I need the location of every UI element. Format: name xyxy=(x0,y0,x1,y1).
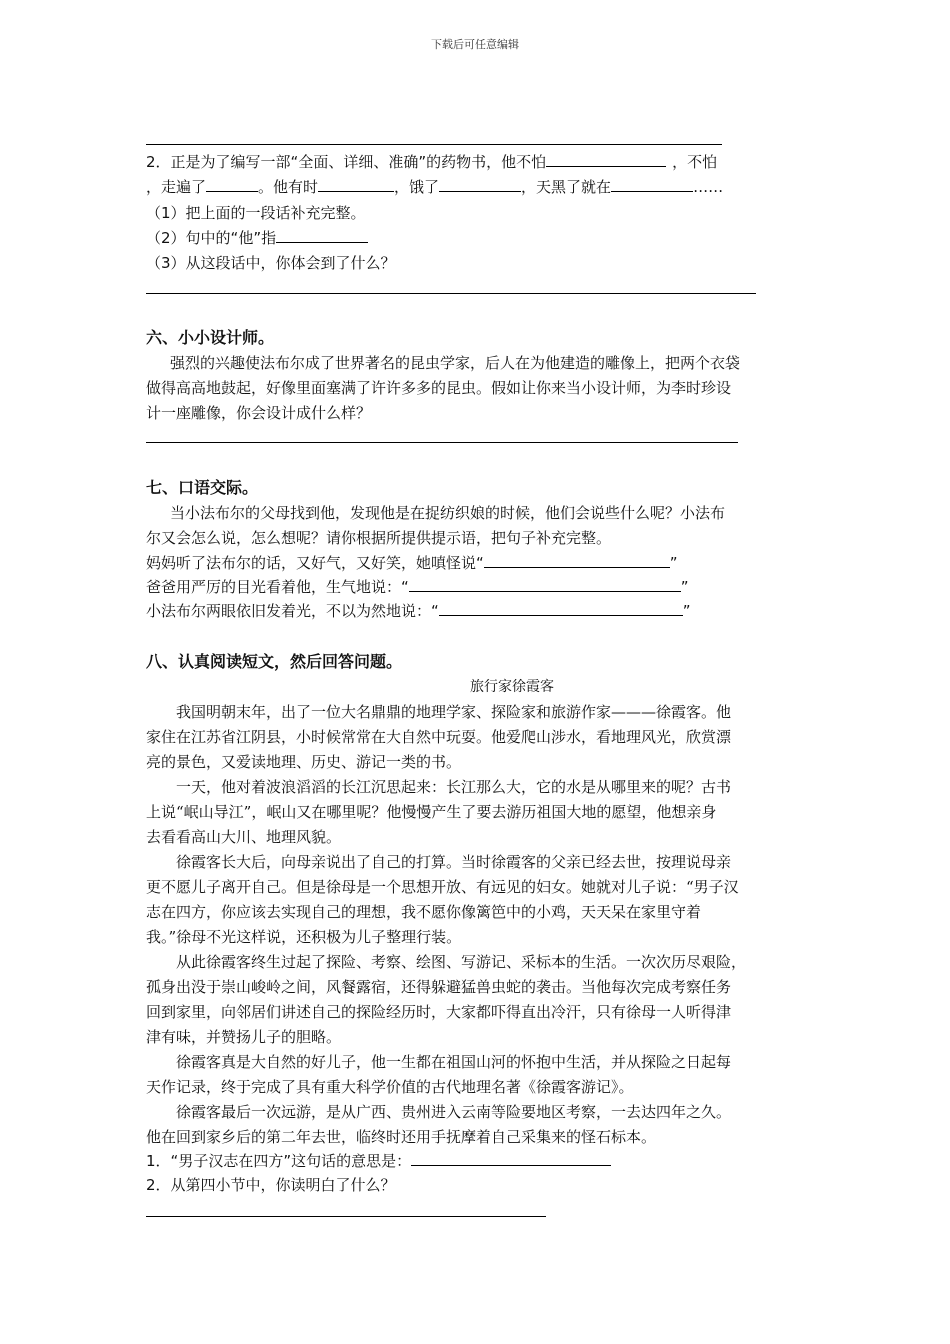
article-line: 回到家里，向邻居们讲述自己的探险经历时，大家都吓得直出冷汗，只有徐母一人听得津 xyxy=(146,1003,732,1021)
blank-fill-6[interactable] xyxy=(276,226,368,243)
section-7-para-1: 当小法布尔的父母找到他，发现他是在捉纺织娘的时候，他们会说些什么呢？小法布 xyxy=(170,504,726,522)
article-line: 天作记录，终于完成了具有重大科学价值的古代地理名著《徐霞客游记》。 xyxy=(146,1078,634,1096)
answer-line[interactable] xyxy=(146,1216,546,1217)
dad-prompt: 爸爸用严厉的目光看着他，生气地说：“ xyxy=(146,578,409,596)
q1-answer-blank[interactable] xyxy=(411,1149,611,1166)
section-7-dad-line xyxy=(146,575,689,599)
q2-line-1 xyxy=(146,150,717,174)
article-line: 徐霞客最后一次远游，是从广西、贵州进入云南等险要地区考察，一去达四年之久。 xyxy=(176,1103,732,1121)
close-quote: ” xyxy=(682,602,691,620)
page-header: 下载后可任意编辑 xyxy=(431,38,519,51)
q2-line-2 xyxy=(146,175,723,199)
answer-line[interactable] xyxy=(146,442,738,443)
article-line: 我。”徐母不光这样说，还积极为儿子整理行装。 xyxy=(146,928,462,946)
close-quote: ” xyxy=(680,578,689,596)
answer-line[interactable] xyxy=(146,293,756,294)
kid-answer-blank[interactable] xyxy=(439,599,683,616)
mom-answer-blank[interactable] xyxy=(484,551,670,568)
blank-fill-3[interactable] xyxy=(318,175,394,192)
q2-text-2b: 。他有时 xyxy=(258,178,319,196)
q2-sub-2-line xyxy=(146,226,368,250)
mom-prompt: 妈妈听了法布尔的话，又好气，又好笑，她嗔怪说“ xyxy=(146,554,484,572)
q2-sub-2: （2）句中的“他”指 xyxy=(146,229,277,247)
section-6-title: 六、小小设计师。 xyxy=(146,328,275,347)
close-quote: ” xyxy=(669,554,678,572)
q2-text-1a: 2．正是为了编写一部“全面、详细、准确”的药物书，他不怕 xyxy=(146,153,547,171)
section-6-para-2: 做得高高地鼓起，好像里面塞满了许许多多的昆虫。假如让你来当小设计师，为李时珍设 xyxy=(146,379,732,397)
q2-text-2a: ，走遍了 xyxy=(146,178,207,196)
q2-sub-1: （1）把上面的一段话补充完整。 xyxy=(146,204,366,222)
q2-text-2c: ，饿了 xyxy=(394,178,440,196)
section-8-q1-line xyxy=(146,1149,611,1173)
section-8-q1: 1．“男子汉志在四方”这句话的意思是： xyxy=(146,1152,412,1170)
section-7-para-2: 尔又会怎么说，怎么想呢？请你根据所提供提示语，把句子补充完整。 xyxy=(146,529,612,547)
article-line: 徐霞客真是大自然的好儿子，他一生都在祖国山河的怀抱中生活，并从探险之日起每 xyxy=(176,1053,732,1071)
blank-fill-1[interactable] xyxy=(546,150,666,167)
kid-prompt: 小法布尔两眼依旧发着光，不以为然地说：“ xyxy=(146,602,439,620)
article-line: 志在四方，你应该去实现自己的理想，我不愿你像篱笆中的小鸡，天天呆在家里守着 xyxy=(146,903,702,921)
blank-fill-2[interactable] xyxy=(206,175,258,192)
q2-sub-3: （3）从这段话中，你体会到了什么？ xyxy=(146,254,396,272)
section-6-para-1: 强烈的兴趣使法布尔成了世界著名的昆虫学家，后人在为他建造的雕像上，把两个衣袋 xyxy=(170,354,741,372)
section-6-para-3: 计一座雕像，你会设计成什么样？ xyxy=(146,404,372,422)
section-7-mom-line xyxy=(146,551,678,575)
answer-line[interactable] xyxy=(146,144,722,145)
q2-text-2d: ，天黑了就在 xyxy=(521,178,612,196)
article-line: 徐霞客长大后，向母亲说出了自己的打算。当时徐霞客的父亲已经去世，按理说母亲 xyxy=(176,853,732,871)
article-line: 上说“岷山导江”，岷山又在哪里呢？他慢慢产生了要去游历祖国大地的愿望，他想亲身 xyxy=(146,803,717,821)
section-7-kid-line xyxy=(146,599,691,623)
blank-fill-4[interactable] xyxy=(439,175,521,192)
dad-answer-blank[interactable] xyxy=(409,575,681,592)
article-line: 我国明朝末年，出了一位大名鼎鼎的地理学家、探险家和旅游作家———徐霞客。他 xyxy=(176,703,732,721)
article-line: 津有味，并赞扬儿子的胆略。 xyxy=(146,1028,342,1046)
q2-text-1b: ，不怕 xyxy=(672,153,718,171)
article-line: 亮的景色，又爱读地理、历史、游记一类的书。 xyxy=(146,753,462,771)
blank-fill-5[interactable] xyxy=(611,175,693,192)
section-7-title: 七、口语交际。 xyxy=(146,478,259,497)
section-8-q2: 2．从第四小节中，你读明白了什么？ xyxy=(146,1176,396,1194)
article-line: 一天，他对着波浪滔滔的长江沉思起来：长江那么大，它的水是从哪里来的呢？古书 xyxy=(176,778,732,796)
article-line: 家住在江苏省江阴县，小时候常常在大自然中玩耍。他爱爬山涉水，看地理风光，欣赏漂 xyxy=(146,728,732,746)
article-line: 他在回到家乡后的第二年去世，临终时还用手抚摩着自己采集来的怪石标本。 xyxy=(146,1128,657,1146)
section-8-title: 八、认真阅读短文，然后回答问题。 xyxy=(146,652,403,671)
article-title: 旅行家徐霞客 xyxy=(470,679,554,695)
q2-text-2e: …… xyxy=(693,178,724,196)
article-line: 孤身出没于崇山峻岭之间，风餐露宿，还得躲避猛兽虫蛇的袭击。当他每次完成考察任务 xyxy=(146,978,732,996)
article-line: 更不愿儿子离开自己。但是徐母是一个思想开放、有远见的妇女。她就对儿子说：“男子汉 xyxy=(146,878,739,896)
article-line: 去看看高山大川、地理风貌。 xyxy=(146,828,342,846)
article-line: 从此徐霞客终生过起了探险、考察、绘图、写游记、采标本的生活。一次次历尽艰险， xyxy=(176,953,747,971)
